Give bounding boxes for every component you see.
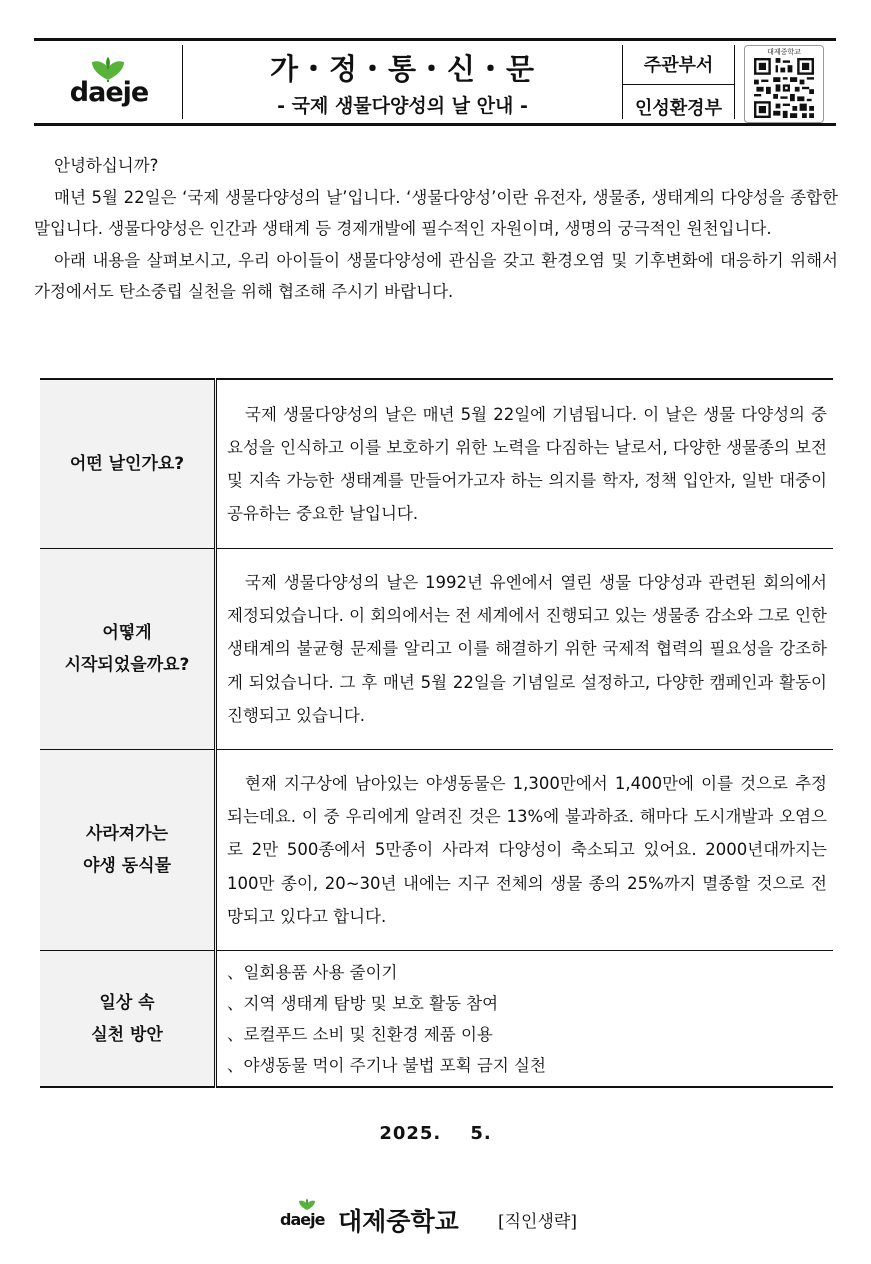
table-row: [40, 951, 833, 1088]
table-row: [40, 750, 833, 951]
page-title: 가・정・통・신・문: [269, 52, 536, 86]
issue-date-text: 2025. 5.: [379, 1123, 492, 1144]
info-table: [40, 378, 833, 1088]
row-label-line: 어떤 날인가요?: [69, 454, 185, 474]
logo-text: daeje: [69, 77, 149, 108]
row-label: [40, 379, 216, 549]
issue-date: [0, 1123, 871, 1144]
divider: [734, 45, 735, 119]
department-label: 주관부서: [643, 55, 714, 76]
list-item: 、일회용품 사용 줄이기: [227, 962, 398, 982]
row-content: [216, 750, 834, 951]
qr-code[interactable]: [744, 45, 824, 123]
department-value: 인성환경부: [635, 98, 722, 119]
school-logo: [34, 41, 182, 123]
row-content: [216, 951, 834, 1088]
school-signature: [280, 1198, 620, 1238]
row-label-line: 일상 속: [99, 992, 155, 1013]
row-label-line: 사라져가는: [85, 824, 169, 844]
row-content-text: 현재 지구상에 남아있는 야생동물은 1,300만에서 1,400만에 이를 것으로 추정되는데요. 이 중 우리에게 알려진 것은 13%에 불과하죠. 해마다 도시개발과 오염으로 2만 500종에서 5만종이 사라져 다양성이 축소되고 있어요. 2000년대까지는 100만 종이, 20~30년 내에는 지구 전체의 생물 종의 25%까지 멸종할 것으로 전망되고 있다고 합니다.: [227, 773, 827, 926]
row-content: [216, 379, 834, 549]
row-content-text: 국제 생물다양성의 날은 매년 5월 22일에 기념됩니다. 이 날은 생물 다양성의 중요성을 인식하고 이를 보호하기 위한 노력을 다짐하는 날로서, 다양한 생물종의 보전 및 지속 가능한 생태계를 만들어가고자 하는 의지를 학자, 정책 입안자, 일반 대중이 공유하는 중요한 날입니다.: [227, 404, 827, 524]
row-label: [40, 549, 216, 750]
row-content-text: 국제 생물다양성의 날은 1992년 유엔에서 열린 생물 다양성과 관련된 회의에서 제정되었습니다. 이 회의에서는 전 세계에서 진행되고 있는 생물종 감소와 그로 인한 생태계의 불균형 문제를 알리고 이를 해결하기 위한 국제적 협력의 필요성을 강조하게 되었습니다. 그 후 매년 5월 22일을 기념일로 설정하고, 다양한 캠페인과 활동이 진행되고 있습니다.: [227, 572, 827, 725]
row-label: [40, 951, 216, 1088]
row-label-line: 어떻게: [102, 623, 152, 643]
greeting: 안녕하십니까?: [54, 156, 159, 175]
intro-text: [34, 150, 838, 308]
row-label-line: 실천 방안: [91, 1024, 163, 1045]
school-name: 대제중학교: [338, 1207, 459, 1236]
table-row: [40, 379, 833, 549]
list-item: 、야생동물 먹이 주기나 불법 포획 금지 실천: [227, 1055, 546, 1075]
header-box: [34, 38, 836, 126]
qr-code-icon: [754, 58, 814, 118]
row-content: [216, 549, 834, 750]
table-row: [40, 549, 833, 750]
page-subtitle: - 국제 생물다양성의 날 안내 -: [277, 95, 528, 117]
list-item: 、지역 생태계 탐방 및 보호 활동 참여: [227, 993, 499, 1013]
list-item: 、로컬푸드 소비 및 친환경 제품 이용: [227, 1024, 493, 1044]
intro-paragraph: 아래 내용을 살펴보시고, 우리 아이들이 생물다양성에 관심을 갖고 환경오염 및 기후변화에 대응하기 위해서 가정에서도 탄소중립 실천을 위해 협조해 주시기 바랍니다.: [34, 250, 838, 301]
row-label: [40, 750, 216, 951]
row-label-line: 야생 동식물: [82, 856, 172, 876]
action-list: [227, 957, 827, 1081]
footer-logo-text: daeje: [280, 1210, 325, 1229]
row-label-line: 시작되었을까요?: [64, 655, 190, 675]
divider: [622, 84, 734, 85]
seal-omitted: [직인생략]: [498, 1212, 577, 1232]
intro-paragraph: 매년 5월 22일은 ‘국제 생물다양성의 날’입니다. ‘생물다양성’이란 유전자, 생물종, 생태계의 다양성을 종합한 말입니다. 생물다양성은 인간과 생태계 등 경제개발에 필수적인 자원이며, 생명의 궁극적인 원천입니다.: [34, 187, 838, 238]
qr-caption: 대제중학교: [767, 48, 801, 56]
